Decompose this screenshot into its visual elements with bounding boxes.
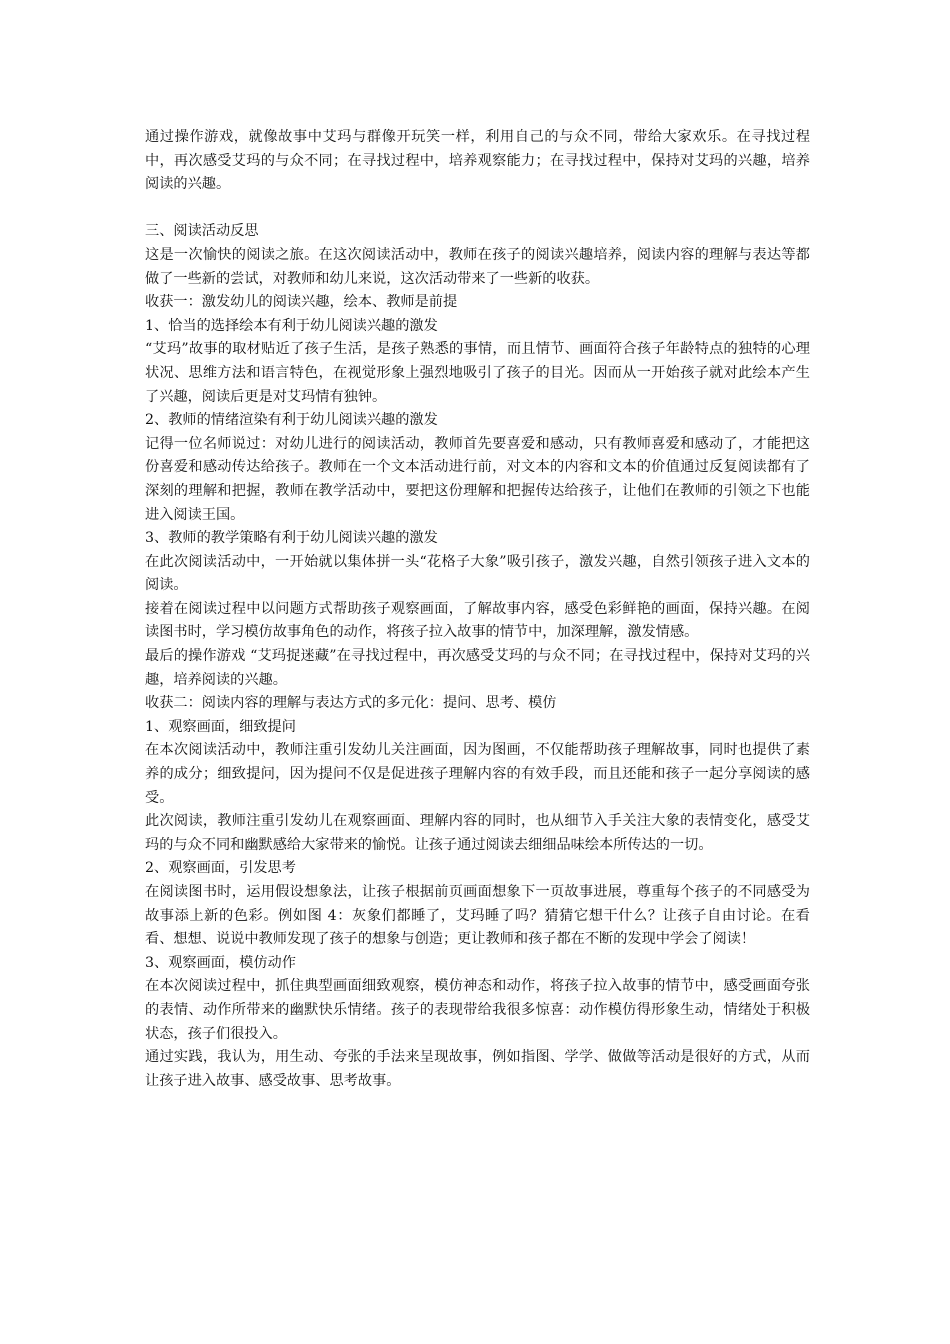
gain2-item1-heading: 1、观察画面，细致提问 — [145, 718, 296, 735]
gain2-item1-paragraph-2: 此次阅读，教师注重引发幼儿在观察画面、理解内容的同时，也从细节入手关注大象的表情变化，感受艾玛的与众不同和幽默感给大家带来的愉悦。让孩子通过阅读去细细品味绘本所传达的一切。 — [145, 813, 810, 853]
paragraph-spacer — [145, 197, 810, 221]
section-intro-paragraph: 这是一次愉快的阅读之旅。在这次阅读活动中，教师在孩子的阅读兴趣培养，阅读内容的理解与表达等都做了一些新的尝试，对教师和幼儿来说，这次活动带来了一些新的收获。 — [145, 246, 810, 287]
intro-paragraph: 通过操作游戏，就像故事中艾玛与群像开玩笑一样，利用自己的与众不同，带给大家欢乐。在寻找过程中，再次感受艾玛的与众不同；在寻找过程中，培养观察能力；在寻找过程中，保持对艾玛的兴趣，培养阅读的兴趣。 — [145, 129, 810, 193]
gain1-item1-heading: 1、恰当的选择绘本有利于幼儿阅读兴趣的激发 — [145, 317, 438, 334]
gain1-item3-heading: 3、教师的教学策略有利于幼儿阅读兴趣的激发 — [145, 530, 438, 547]
gain2-item2-heading: 2、观察画面，引发思考 — [145, 860, 296, 877]
gain1-item3-paragraph-2: 接着在阅读过程中以问题方式帮助孩子观察画面，了解故事内容，感受色彩鲜艳的画面，保持兴趣。在阅读图书时，学习模仿故事角色的动作，将孩子拉入故事的情节中，加深理解，激发情感。 — [145, 600, 810, 641]
gain1-item2-paragraph: 记得一位名师说过：对幼儿进行的阅读活动，教师首先要喜爱和感动，只有教师喜爱和感动了，才能把这份喜爱和感动传达给孩子。教师在一个文本活动进行前，对文本的内容和文本的价值通过反复阅读都有了深刻的理解和把握，教师在教学活动中，要把这份理解和把握传达给孩子，让他们在教师的引领之下也能进入阅读王国。 — [145, 435, 810, 523]
closing-paragraph: 通过实践，我认为，用生动、夸张的手法来呈现故事，例如指图、学学、做做等活动是很好的方式，从而让孩子进入故事、感受故事、思考故事。 — [145, 1049, 810, 1089]
gain1-item3-paragraph-1: 在此次阅读活动中，一开始就以集体拼一头“花格子大象”吸引孩子，激发兴趣，自然引领孩子进入文本的阅读。 — [145, 553, 810, 594]
gain1-heading: 收获一：激发幼儿的阅读兴趣，绘本、教师是前提 — [145, 294, 458, 311]
gain1-item1-paragraph: “艾玛”故事的取材贴近了孩子生活，是孩子熟悉的事情，而且情节、画面符合孩子年龄特点的独特的心理状况、思维方法和语言特色，在视觉形象上强烈地吸引了孩子的目光。因而从一开始孩子就对此绘本产生了兴趣，阅读后更是对艾玛情有独钟。 — [145, 341, 810, 405]
gain2-item1-paragraph-1: 在本次阅读活动中，教师注重引发幼儿关注画面，因为图画，不仅能帮助孩子理解故事，同时也提供了素养的成分；细致提问，因为提问不仅是促进孩子理解内容的有效手段，而且还能和孩子一起分享阅读的感受。 — [145, 742, 810, 806]
gain2-item2-paragraph: 在阅读图书时，运用假设想象法，让孩子根据前页画面想象下一页故事进展，尊重每个孩子的不同感受为故事添上新的色彩。例如图 4：灰象们都睡了，艾玛睡了吗？猜猜它想干什么？让孩子自由讨论。在看看、想想、说说中教师发现了孩子的想象与创造；更让教师和孩子都在不断的发现中学会了阅读！ — [145, 884, 810, 948]
document-body — [145, 126, 810, 1093]
gain2-item3-paragraph: 在本次阅读过程中，抓住典型画面细致观察，模仿神态和动作，将孩子拉入故事的情节中，感受画面夸张的表情、动作所带来的幽默快乐情绪。孩子的表现带给我很多惊喜：动作模仿得形象生动，情绪处于积极状态，孩子们很投入。 — [145, 978, 810, 1042]
section-heading: 三、阅读活动反思 — [145, 223, 259, 240]
gain2-item3-heading: 3、观察画面，模仿动作 — [145, 954, 296, 971]
gain2-heading: 收获二：阅读内容的理解与表达方式的多元化：提问、思考、模仿 — [145, 695, 557, 712]
gain1-item2-heading: 2、教师的情绪渲染有利于幼儿阅读兴趣的激发 — [145, 412, 438, 429]
gain1-item3-paragraph-3: 最后的操作游戏 “艾玛捉迷藏”在寻找过程中，再次感受艾玛的与众不同；在寻找过程中，保持对艾玛的兴趣，培养阅读的兴趣。 — [145, 648, 810, 688]
